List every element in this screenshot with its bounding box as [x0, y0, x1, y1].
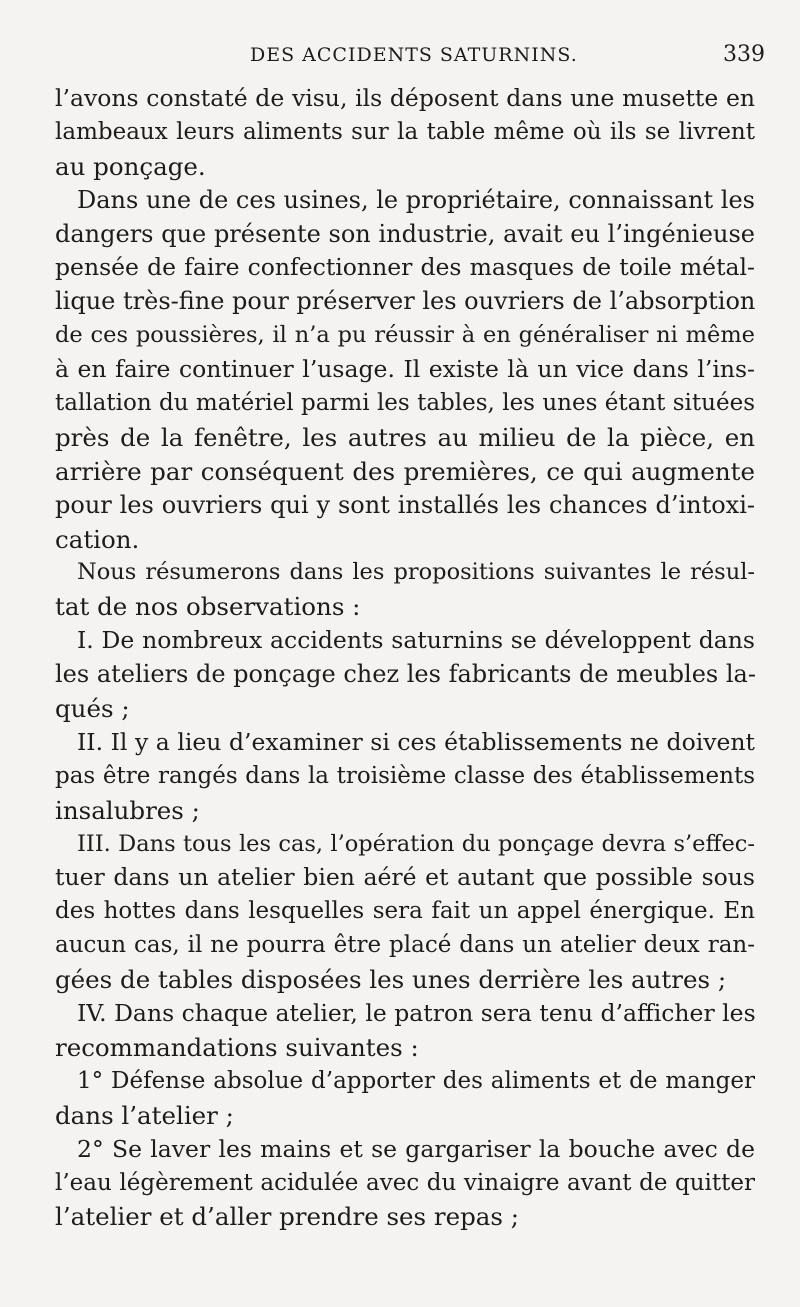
text-line: l’avons constaté de visu, ils déposent dans une musette en [55, 84, 755, 112]
text-line: lique très-fine pour préserver les ouvriers de l’absorption [55, 287, 756, 316]
text-line: tuer dans un atelier bien aéré et autant que possible sous [55, 863, 755, 892]
text-line: IV. Dans chaque atelier, le patron sera tenu d’afficher les [77, 999, 756, 1028]
text-line: l’atelier et d’aller prendre ses repas ; [55, 1202, 520, 1232]
text-line: des hottes dans lesquelles sera fait un appel énergique. En [55, 898, 755, 925]
text-line: III. Dans tous les cas, l’opération du ponçage devra s’effec- [77, 830, 755, 857]
text-line: dans l’atelier ; [55, 1100, 234, 1130]
text-line: tat de nos observations : [55, 592, 361, 622]
text-line: Nous résumerons dans les propositions suivantes le résul- [77, 559, 755, 586]
text-line: à en faire continuer l’usage. Il existe là un vice dans l’ins- [55, 355, 755, 384]
text-line: l’eau légèrement acidulée avec du vinaigre avant de quitter [55, 1169, 755, 1196]
text-line: recommandations suivantes : [55, 1032, 419, 1062]
text-line: pour les ouvriers qui y sont installés les chances d’intoxi- [55, 490, 755, 519]
text-line: les ateliers de ponçage chez les fabricants de meubles la- [55, 660, 756, 689]
text-line: 2° Se laver les mains et se gargariser la bouche avec de [77, 1134, 755, 1163]
body-text [55, 82, 755, 1234]
text-line: pas être rangés dans la troisième classe des établissements [55, 762, 755, 789]
text-line: aucun cas, il ne pourra être placé dans un atelier deux ran- [55, 932, 755, 959]
text-line: lambeaux leurs aliments sur la table même où ils se livrent [55, 118, 755, 145]
text-line: au ponçage. [55, 151, 206, 181]
text-line: insalubres ; [55, 795, 200, 825]
text-line: Dans une de ces usines, le propriétaire, connaissant les [77, 185, 755, 214]
text-line: tallation du matériel parmi les tables, les unes étant situées [55, 390, 755, 417]
text-line: I. De nombreux accidents saturnins se développent dans [77, 626, 755, 655]
text-line: gées de tables disposées les unes derrière les autres ; [55, 965, 727, 995]
text-line: cation. [55, 524, 140, 554]
text-line: 1° Défense absolue d’apporter des aliments et de manger [77, 1067, 755, 1094]
text-line: de ces poussières, il n’a pu réussir à en généraliser ni même [55, 322, 755, 349]
running-head: DES ACCIDENTS SATURNINS. [250, 44, 578, 66]
text-line: dangers que présente son industrie, avait eu l’ingénieuse [55, 219, 755, 248]
page-number: 339 [723, 42, 765, 67]
text-line: qués ; [55, 694, 130, 724]
text-line: pensée de faire confectionner des masques de toile métal- [55, 253, 755, 282]
text-line: près de la fenêtre, les autres au milieu de la pièce, en [55, 422, 755, 452]
page-header [55, 40, 765, 76]
text-line: II. Il y a lieu d’examiner si ces établissements ne doivent [77, 727, 755, 756]
text-line: arrière par conséquent des premières, ce qui augmente [55, 456, 755, 486]
